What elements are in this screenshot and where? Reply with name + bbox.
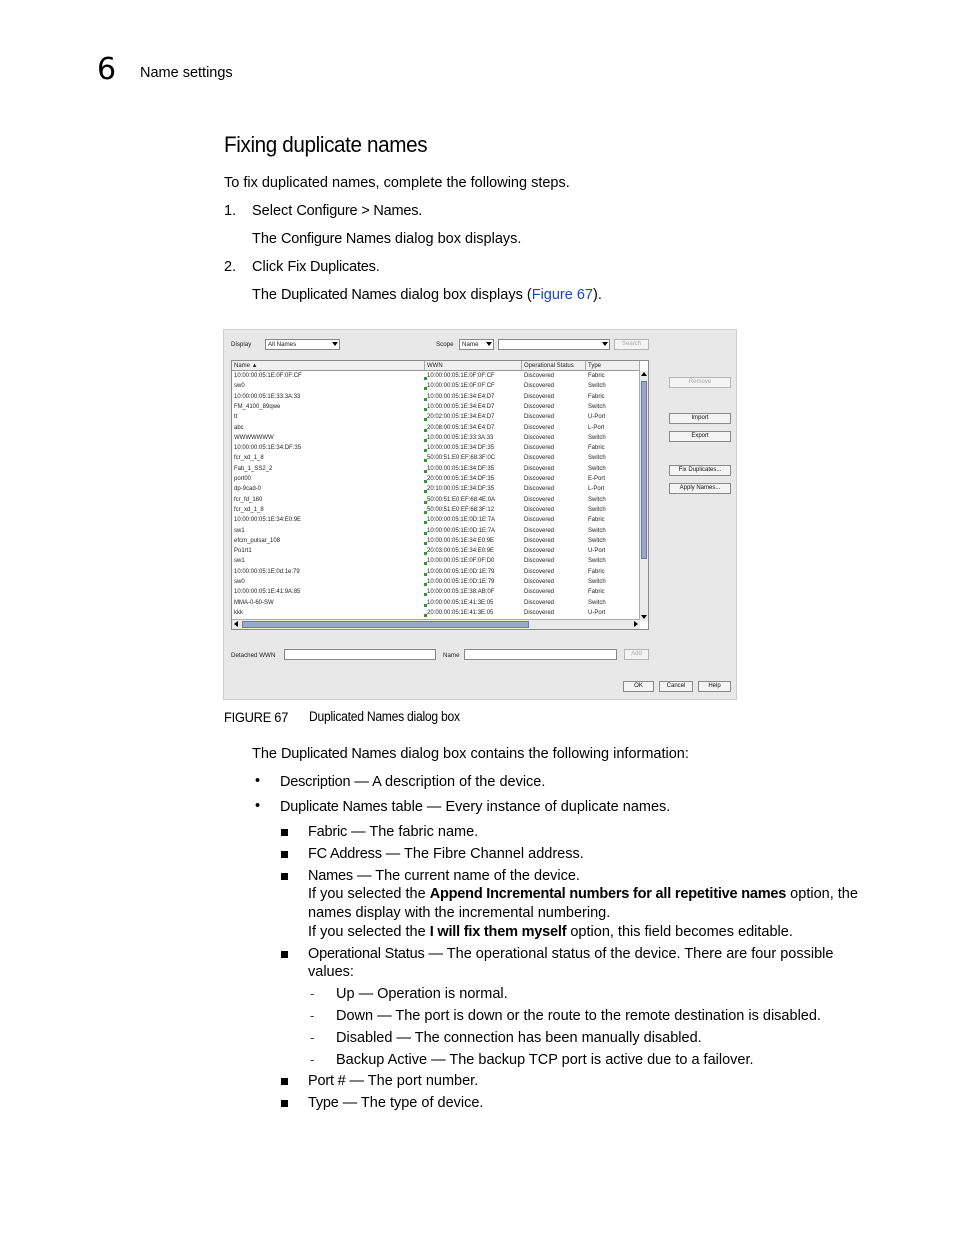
step-text: Select [252, 203, 297, 219]
item-operational-status [308, 945, 833, 964]
horizontal-scrollbar[interactable] [232, 619, 640, 629]
step-1 [224, 202, 236, 221]
column-header-name[interactable]: Name ▲ [232, 361, 425, 371]
option-name: Append Incremental numbers for all repetitive names [429, 886, 787, 902]
name-cell: Po1rt1 [234, 548, 252, 555]
status-cell: Discovered [524, 445, 555, 452]
wwn-cell: 20:10:00:05:1E:34:DF:35 [427, 486, 495, 493]
add-button[interactable]: Add [624, 649, 649, 660]
table-row[interactable] [232, 567, 640, 577]
item-operational-status-line2: values: [308, 964, 354, 980]
figure-link[interactable]: Figure 67 [531, 287, 593, 303]
scope-label: Scope [436, 341, 454, 348]
field-name: FC Address [308, 846, 382, 862]
type-cell: L-Port [588, 424, 605, 431]
square-bullet-icon [281, 851, 288, 858]
type-cell: U-Port [588, 548, 606, 555]
type-cell: Switch [588, 383, 606, 390]
status-indicator-icon [424, 398, 427, 401]
field-desc: — The operational status of the device. There are four possible [424, 946, 834, 962]
square-bullet-icon [281, 1078, 288, 1085]
import-button[interactable]: Import [669, 413, 731, 424]
status-cell: Discovered [524, 496, 555, 503]
name-cell: 10:00:00:05:1E:0d:1e:79 [234, 568, 300, 575]
ok-button[interactable]: OK [623, 681, 654, 692]
status-cell: Discovered [524, 599, 555, 606]
field-desc: option, the [786, 886, 858, 902]
wwn-cell: 10:00:00:05:1E:38:AB:0F [427, 589, 495, 596]
field-name: Names [308, 868, 353, 884]
fix-duplicates-button[interactable]: Fix Duplicates... [669, 465, 731, 476]
status-disabled: Disabled — The connection has been manually disabled. [336, 1030, 702, 1046]
scroll-right-icon[interactable] [634, 621, 638, 627]
step-number: 1. [224, 203, 237, 219]
duplicate-names-table [231, 360, 649, 630]
dash-icon: - [310, 1052, 315, 1067]
table-row[interactable] [232, 495, 640, 505]
name-input[interactable] [464, 649, 617, 660]
status-cell: Discovered [524, 434, 555, 441]
wwn-cell: 20:08:00:05:1E:34:E4:D7 [427, 424, 495, 431]
type-cell: Switch [588, 496, 606, 503]
table-row[interactable] [232, 484, 640, 494]
status-indicator-icon [424, 511, 427, 514]
type-cell: U-Port [588, 414, 606, 421]
type-cell: Fabric [588, 568, 605, 575]
status-down: Down — The port is down or the route to the remote destination is disabled. [336, 1008, 821, 1024]
name-cell: sw0 [234, 579, 245, 585]
name-cell: 10:00:00:05:1E:34:E0:9E [234, 517, 302, 524]
scroll-down-icon[interactable] [641, 615, 647, 619]
wwn-cell: 10:00:00:05:1E:34:E4:D7 [427, 393, 495, 400]
bullet-description [280, 773, 545, 792]
square-bullet-icon [281, 829, 288, 836]
type-cell: Switch [588, 527, 606, 534]
step-2-text [252, 258, 380, 277]
type-cell: Switch [588, 558, 606, 565]
type-cell: Fabric [588, 445, 605, 452]
status-cell: Discovered [524, 465, 555, 472]
scroll-left-icon[interactable] [234, 621, 238, 627]
type-cell: U-Port [588, 609, 606, 616]
status-indicator-icon [424, 583, 427, 586]
figure-label: FIGURE 67 [224, 709, 289, 725]
square-bullet-icon [281, 951, 288, 958]
status-cell: Discovered [524, 548, 555, 555]
bullet-duplicate-names [280, 798, 670, 817]
status-indicator-icon [424, 501, 427, 504]
wwn-cell: 10:00:00:05:1E:0F:0F:CF [427, 383, 495, 390]
step-1-result [252, 230, 521, 249]
status-indicator-icon [424, 377, 427, 380]
name-cell: sw0 [234, 383, 245, 390]
dash-icon: - [310, 986, 315, 1001]
table-row[interactable] [232, 536, 640, 546]
status-indicator-icon [424, 614, 427, 617]
table-row[interactable] [232, 577, 640, 587]
status-cell: Discovered [524, 414, 555, 421]
field-name: Port # [308, 1073, 346, 1089]
scroll-up-icon[interactable] [641, 372, 647, 376]
type-cell: Fabric [588, 517, 605, 524]
name-cell: kkk [234, 609, 243, 616]
table-row[interactable] [232, 433, 640, 443]
info-intro [252, 745, 689, 764]
status-indicator-icon [424, 429, 427, 432]
field-desc: — The current name of the device. [352, 868, 580, 884]
field-desc: If you selected the [308, 924, 430, 940]
wwn-cell: 10:00:00:05:1E:41:3E:05 [427, 599, 494, 606]
field-name: Fabric [308, 824, 348, 840]
status-indicator-icon [424, 418, 427, 421]
status-cell: Discovered [524, 486, 555, 493]
chevron-down-icon [602, 342, 608, 346]
menu-path: Configure > Names [296, 203, 419, 219]
dialog-name: Duplicated Names [281, 287, 397, 303]
name-label: Name [443, 652, 460, 659]
column-header-type[interactable]: Type [586, 361, 640, 371]
item-fc-address [308, 845, 584, 864]
status-cell: Discovered [524, 424, 555, 431]
column-header-status[interactable]: Operational Status [522, 361, 586, 371]
result-text: ). [592, 287, 602, 303]
square-bullet-icon [281, 1100, 288, 1107]
name-cell: 10:00:00:05:1E:41:9A:85 [234, 589, 301, 596]
field-desc: — The Fibre Channel address. [381, 846, 584, 862]
figure-caption: Duplicated Names dialog box [309, 709, 460, 724]
result-text: The [252, 231, 282, 247]
field-desc: — The type of device. [338, 1095, 484, 1111]
status-indicator-icon [424, 459, 427, 462]
name-cell: fcr_xd_1_8 [234, 506, 264, 513]
table-row[interactable] [232, 371, 640, 381]
scroll-thumb[interactable] [242, 621, 529, 628]
export-button[interactable]: Export [669, 431, 731, 442]
status-indicator-icon [424, 480, 427, 483]
bullet-icon: • [255, 773, 261, 789]
status-cell: Discovered [524, 455, 555, 462]
status-cell: Discovered [524, 373, 555, 379]
wwn-cell: 10:00:00:05:1E:0F:0F:D0 [427, 558, 495, 565]
result-text: dialog box displays. [390, 231, 522, 247]
remove-button[interactable]: Remove [669, 377, 731, 388]
scroll-thumb[interactable] [641, 381, 647, 559]
wwn-cell: 50:00:51:E0:EF:68:3F:12 [427, 506, 495, 513]
table-row[interactable] [232, 598, 640, 608]
field-name: Duplicate Names [280, 799, 388, 815]
dialog-name: Configure Names [281, 231, 391, 247]
chevron-down-icon [486, 342, 492, 346]
name-cell: port00 [234, 476, 252, 482]
step-2-result [252, 286, 602, 305]
field-name: Type [308, 1095, 339, 1111]
display-select[interactable] [265, 339, 340, 350]
field-name: Description [280, 774, 351, 790]
status-cell: Discovered [524, 537, 555, 544]
item-names-line3: names display with the incremental numbering. [308, 905, 611, 921]
field-desc: table — Every instance of duplicate names. [387, 799, 671, 815]
name-cell: 10:00:00:05:1E:33:3A:33 [234, 393, 301, 400]
dash-icon: - [310, 1008, 315, 1023]
chapter-number: 6 [97, 52, 117, 87]
status-cell: Discovered [524, 579, 555, 585]
type-cell: Switch [588, 579, 606, 585]
table-row[interactable] [232, 546, 640, 556]
table-row[interactable] [232, 443, 640, 453]
option-name: I will fix them myself [429, 924, 567, 940]
status-indicator-icon [424, 439, 427, 442]
status-indicator-icon [424, 542, 427, 545]
status-indicator-icon [424, 593, 427, 596]
table-row[interactable] [232, 474, 640, 484]
table-row[interactable] [232, 587, 640, 597]
table-row[interactable] [232, 381, 640, 391]
table-row[interactable] [232, 608, 640, 618]
intro-text: To fix duplicated names, complete the following steps. [224, 175, 570, 191]
display-value: All Names [268, 341, 297, 348]
step-1-text [252, 202, 422, 221]
status-cell: Discovered [524, 476, 555, 482]
status-indicator-icon [424, 521, 427, 524]
status-cell: Discovered [524, 403, 555, 410]
status-indicator-icon [424, 387, 427, 390]
wwn-cell: 10:00:00:05:1E:0F:0F:CF [427, 373, 495, 379]
table-row[interactable] [232, 402, 640, 412]
status-cell: Discovered [524, 568, 555, 575]
step-text: . [375, 259, 380, 275]
wwn-cell: 50:00:51:E0:EF:68:3F:0C [427, 455, 496, 462]
wwn-cell: 20:02:00:05:1E:34:E4:D7 [427, 414, 495, 421]
status-cell: Discovered [524, 527, 555, 534]
status-cell: Discovered [524, 589, 555, 596]
type-cell: Fabric [588, 393, 605, 400]
status-indicator-icon [424, 470, 427, 473]
table-row[interactable] [232, 526, 640, 536]
status-indicator-icon [424, 573, 427, 576]
name-cell: 10:00:00:05:1E:34:DF:35 [234, 445, 302, 452]
duplicated-names-dialog [223, 329, 737, 700]
type-cell: Switch [588, 455, 606, 462]
name-cell: FM_4100_89qwe [234, 403, 281, 410]
button-name: Fix Duplicates [287, 259, 376, 275]
item-names [308, 867, 580, 886]
field-desc: — A description of the device. [350, 774, 546, 790]
wwn-cell: 10:00:00:05:1E:0D:1E:7A [427, 517, 496, 524]
chevron-down-icon [332, 342, 338, 346]
item-names-line2 [308, 885, 858, 904]
name-cell: sw1 [234, 558, 245, 565]
type-cell: Switch [588, 434, 606, 441]
status-cell: Discovered [524, 558, 555, 565]
status-cell: Discovered [524, 609, 555, 616]
wwn-cell: 10:00:00:05:1E:34:DF:35 [427, 445, 495, 452]
status-indicator-icon [424, 552, 427, 555]
name-cell: Fab_1_SS2_2 [234, 465, 273, 472]
name-cell: 10:00:00:05:1E:0F:0F:CF [234, 373, 302, 379]
status-up: Up — Operation is normal. [336, 986, 508, 1002]
scope-value: Name [462, 341, 479, 348]
wwn-cell: 10:00:00:05:1E:0D:1E:7A [427, 527, 496, 534]
name-cell: abc [234, 424, 244, 431]
status-indicator-icon [424, 408, 427, 411]
column-header-wwn[interactable]: WWN [425, 361, 522, 371]
status-cell: Discovered [524, 506, 555, 513]
table-row[interactable] [232, 505, 640, 515]
type-cell: Switch [588, 465, 606, 472]
detached-wwn-input[interactable] [284, 649, 436, 660]
type-cell: Switch [588, 403, 606, 410]
search-input[interactable] [498, 339, 610, 350]
name-cell: fcr_fd_160 [234, 496, 263, 503]
bullet-icon: • [255, 798, 261, 814]
status-cell: Discovered [524, 517, 555, 524]
type-cell: Switch [588, 506, 606, 513]
table-row[interactable] [232, 556, 640, 566]
status-backup-active: Backup Active — The backup TCP port is active due to a failover. [336, 1052, 754, 1068]
step-text: . [418, 203, 423, 219]
status-indicator-icon [424, 449, 427, 452]
square-bullet-icon [281, 873, 288, 880]
name-cell: efcm_pulsar_108 [234, 537, 281, 544]
type-cell: Fabric [588, 373, 605, 379]
scope-select[interactable] [459, 339, 494, 350]
table-row[interactable] [232, 392, 640, 402]
item-port [308, 1072, 478, 1091]
name-cell: tt [234, 414, 238, 421]
table-row[interactable] [232, 423, 640, 433]
status-indicator-icon [424, 562, 427, 565]
step-number: 2. [224, 259, 237, 275]
cancel-button[interactable]: Cancel [659, 681, 693, 692]
wwn-cell: 10:00:00:05:1E:34:DF:35 [427, 465, 495, 472]
wwn-cell: 20:00:00:05:1E:34:DF:35 [427, 476, 495, 482]
name-cell: fcr_xd_1_8 [234, 455, 264, 462]
field-desc: — The fabric name. [347, 824, 479, 840]
result-text: dialog box displays ( [396, 287, 532, 303]
field-desc: option, this field becomes editable. [566, 924, 793, 940]
table-row[interactable] [232, 515, 640, 525]
step-text: Click [252, 259, 288, 275]
detached-wwn-label: Detached WWN [231, 652, 276, 659]
status-indicator-icon [424, 604, 427, 607]
info-text: The [252, 746, 282, 762]
wwn-cell: 20:03:00:05:1E:34:E0:9E [427, 548, 495, 555]
status-indicator-icon [424, 490, 427, 493]
item-fabric [308, 823, 478, 842]
field-desc: — The port number. [345, 1073, 479, 1089]
field-desc: If you selected the [308, 886, 430, 902]
info-text: dialog box contains the following information: [396, 746, 689, 762]
name-cell: MMA-0-60-SW [234, 599, 274, 606]
step-2 [224, 258, 236, 277]
section-title: Fixing duplicate names [224, 132, 428, 157]
table-row[interactable] [232, 453, 640, 463]
chapter-title: Name settings [140, 65, 233, 81]
wwn-cell: 10:00:00:05:1E:34:E4:D7 [427, 403, 495, 410]
table-row[interactable] [232, 464, 640, 474]
wwn-cell: 20:00:00:05:1E:41:3E:05 [427, 609, 494, 616]
item-names-line4 [308, 923, 793, 942]
search-button[interactable]: Search [614, 339, 649, 350]
wwn-cell: 10:00:00:05:1E:34:E0:9E [427, 537, 495, 544]
display-label: Display [231, 341, 252, 348]
wwn-cell: 10:00:00:05:1E:0D:1E:79 [427, 579, 495, 585]
name-cell: WWWWWWW [234, 434, 274, 441]
wwn-cell: 10:00:00:05:1E:33:3A:33 [427, 434, 494, 441]
status-indicator-icon [424, 532, 427, 535]
type-cell: L-Port [588, 486, 605, 493]
type-cell: Switch [588, 599, 606, 606]
status-cell: Discovered [524, 393, 555, 400]
help-button[interactable]: Help [698, 681, 731, 692]
result-text: The [252, 287, 282, 303]
apply-names-button[interactable]: Apply Names... [669, 483, 731, 494]
type-cell: Fabric [588, 589, 605, 596]
dash-icon: - [310, 1030, 315, 1045]
item-type [308, 1094, 483, 1113]
type-cell: Switch [588, 537, 606, 544]
wwn-cell: 10:00:00:05:1E:0D:1E:79 [427, 568, 495, 575]
field-name: Operational Status [308, 946, 425, 962]
table-row[interactable] [232, 412, 640, 422]
dialog-name: Duplicated Names [281, 746, 397, 762]
name-cell: dp-9cad-0 [234, 486, 262, 493]
vertical-scrollbar[interactable] [639, 371, 648, 621]
status-cell: Discovered [524, 383, 555, 390]
name-cell: sw1 [234, 527, 245, 534]
wwn-cell: 50:00:51:E0:EF:68:4E:0A [427, 496, 496, 503]
type-cell: E-Port [588, 476, 606, 482]
